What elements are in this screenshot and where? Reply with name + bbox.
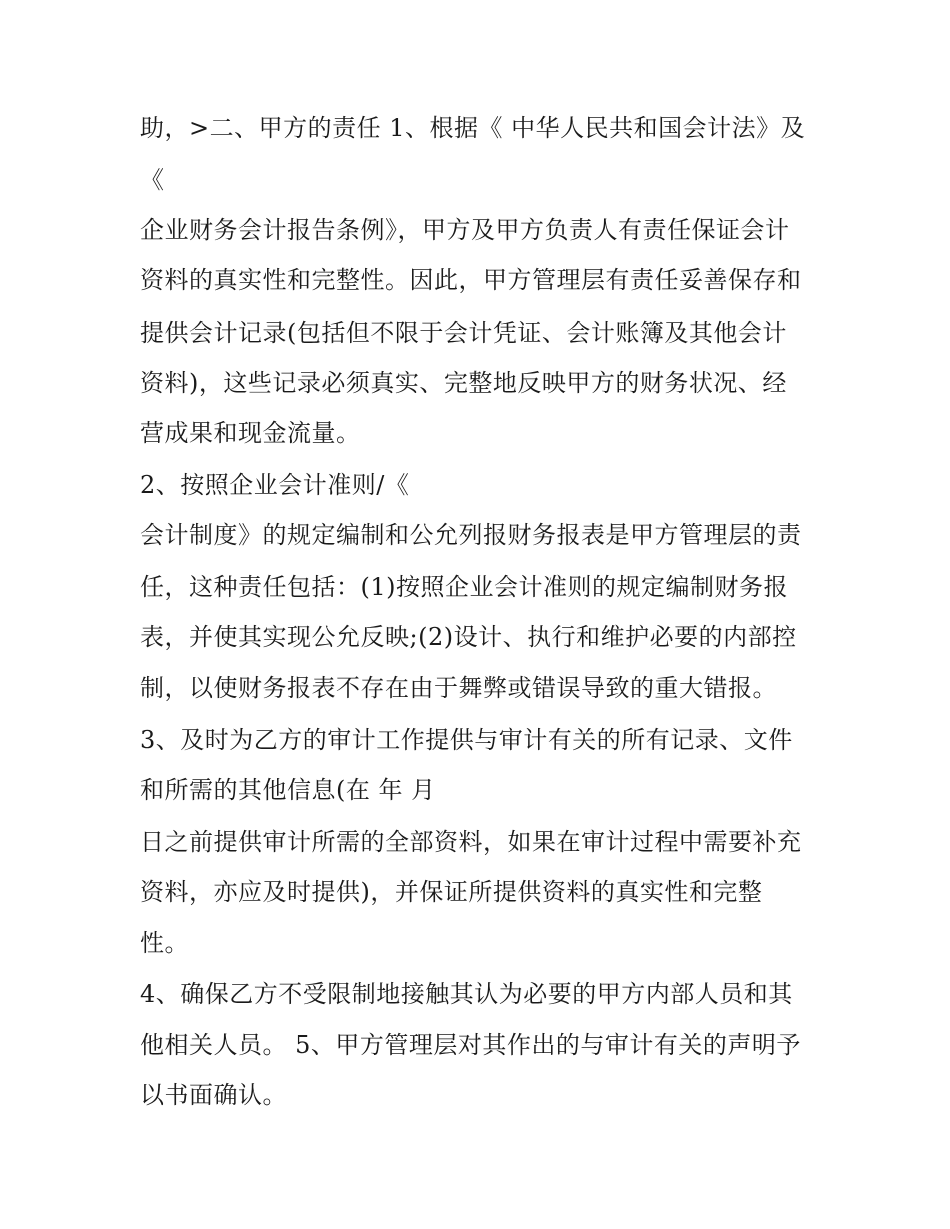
text-line: 提供会计记录(包括但不限于会计凭证、会计账簿及其他会计 — [140, 319, 787, 347]
text-line: 表，并使其实现公允反映;(2)设计、执行和维护必要的内部控 — [140, 623, 797, 651]
text-line: 和所需的其他信息(在 年 月 — [140, 776, 436, 804]
text-line: 3、及时为乙方的审计工作提供与审计有关的所有记录、文件 — [140, 726, 793, 754]
text-line: 日之前提供审计所需的全部资料，如果在审计过程中需要补充 — [140, 828, 802, 856]
text-line: 他相关人员。 5、甲方管理层对其作出的与审计有关的声明予 — [140, 1031, 801, 1059]
text-line: 4、确保乙方不受限制地接触其认为必要的甲方内部人员和其 — [140, 980, 793, 1008]
text-line: 助，>二、甲方的责任 1、根据《 中华人民共和国会计法》及 — [140, 114, 806, 142]
text-line: 营成果和现金流量。 — [140, 419, 361, 447]
text-line: 会计制度》的规定编制和公允列报财务报表是甲方管理层的责 — [140, 521, 802, 549]
text-line: 资料，亦应及时提供)，并保证所提供资料的真实性和完整 — [140, 878, 763, 906]
text-line: 性。 — [140, 929, 189, 957]
text-line: 资料的真实性和完整性。因此，甲方管理层有责任妥善保存和 — [140, 266, 802, 294]
text-line: 企业财务会计报告条例》，甲方及甲方负责人有责任保证会计 — [140, 216, 790, 244]
text-line: 2、按照企业会计准则/《 — [140, 471, 410, 499]
text-line: 《 — [140, 166, 165, 194]
text-line: 任，这种责任包括：(1)按照企业会计准则的规定编制财务报 — [140, 573, 788, 601]
text-line: 资料)，这些记录必须真实、完整地反映甲方的财务状况、经 — [140, 369, 787, 397]
text-line: 以书面确认。 — [140, 1081, 287, 1109]
text-line: 制，以使财务报表不存在由于舞弊或错误导致的重大错报。 — [140, 674, 777, 702]
